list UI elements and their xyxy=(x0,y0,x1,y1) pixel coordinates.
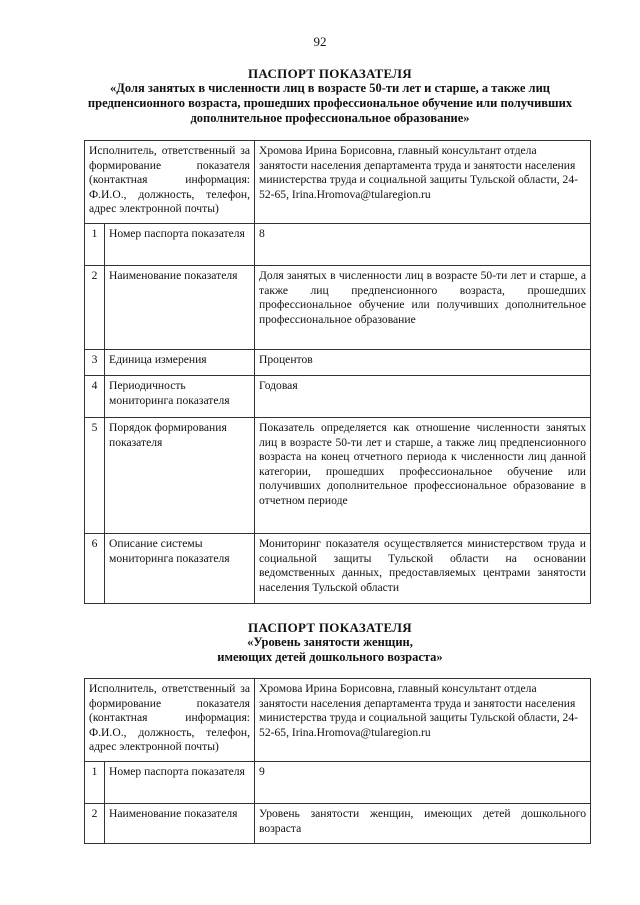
passport2-indicator-name-line2: имеющих детей дошкольного возраста» xyxy=(217,650,443,664)
row-label: Наименование показателя xyxy=(105,265,255,349)
row-value: Процентов xyxy=(255,349,591,375)
row-number: 4 xyxy=(85,375,105,417)
row-value: Уровень занятости женщин, имеющих детей дошкольного возраста xyxy=(255,803,591,843)
table-row xyxy=(85,803,591,843)
passport1-executor-label: Исполнитель, ответственный за формирование показателя (контактная информация: Ф.И.О., должность, телефон, адрес электронной почты) xyxy=(85,141,255,224)
row-number: 1 xyxy=(85,761,105,803)
row-label: Единица измерения xyxy=(105,349,255,375)
row-value: Годовая xyxy=(255,375,591,417)
row-label: Номер паспорта показателя xyxy=(105,761,255,803)
row-number: 3 xyxy=(85,349,105,375)
row-label: Порядок формирования показателя xyxy=(105,417,255,533)
row-label: Описание системы мониторинга показателя xyxy=(105,533,255,603)
row-value: 8 xyxy=(255,223,591,265)
row-value: Мониторинг показателя осуществляется министерством труда и социальной защиты Тульской области на основании ведомственных данных, предоставляемых центрами занятости населения Тульской области xyxy=(255,533,591,603)
table-row xyxy=(85,375,591,417)
table-row xyxy=(85,349,591,375)
row-number: 1 xyxy=(85,223,105,265)
table-row xyxy=(85,223,591,265)
passport1-executor-value: Хромова Ирина Борисовна, главный консультант отдела занятости населения департамента труда и занятости населения министерства труда и социальной защиты Тульской области, 24-52-65, Irina.Hromova@tularegion.ru xyxy=(255,141,591,224)
row-value: Доля занятых в численности лиц в возрасте 50-ти лет и старше, а также лиц предпенсионного возраста, прошедших профессиональное обучение или получивших дополнительное профессиональное образование xyxy=(255,265,591,349)
page-number: 92 xyxy=(313,34,327,49)
row-label: Периодичность мониторинга показателя xyxy=(105,375,255,417)
passport1-indicator-name: «Доля занятых в численности лиц в возрасте 50-ти лет и старше, а также лиц предпенсионного возраста, прошедших профессиональное обучение или получивших дополнительное профессиональное образование» xyxy=(87,81,573,125)
passport2-executor-value: Хромова Ирина Борисовна, главный консультант отдела занятости населения департамента труда и занятости населения министерства труда и социальной защиты Тульской области, 24-52-65, Irina.Hromova@tularegion.ru xyxy=(255,679,591,762)
table-row xyxy=(85,533,591,603)
row-label: Номер паспорта показателя xyxy=(105,223,255,265)
passport2-executor-label: Исполнитель, ответственный за формирование показателя (контактная информация: Ф.И.О., должность, телефон, адрес электронной почты) xyxy=(85,679,255,762)
row-number: 2 xyxy=(85,803,105,843)
passport2-heading: ПАСПОРТ ПОКАЗАТЕЛЯ xyxy=(248,620,412,635)
row-value: Показатель определяется как отношение численности занятых лиц в возрасте 50-ти лет и старше, а также лиц предпенсионного возраста на конец отчетного периода к численности лиц данной категории, прошедших профессиональное обучение или получивших дополнительное профессиональное образование в отчетном периоде xyxy=(255,417,591,533)
passport1-executor-row xyxy=(85,141,591,224)
row-number: 6 xyxy=(85,533,105,603)
row-number: 5 xyxy=(85,417,105,533)
row-value: 9 xyxy=(255,761,591,803)
passport2-title-block xyxy=(60,620,600,665)
table-row xyxy=(85,265,591,349)
passport1-heading: ПАСПОРТ ПОКАЗАТЕЛЯ xyxy=(248,66,412,81)
passport1-table xyxy=(84,140,591,604)
passport2-indicator-name-line1: «Уровень занятости женщин, xyxy=(247,635,413,649)
passport1-title-block xyxy=(60,66,600,126)
passport2-executor-row xyxy=(85,679,591,762)
table-row xyxy=(85,761,591,803)
row-label: Наименование показателя xyxy=(105,803,255,843)
table-row xyxy=(85,417,591,533)
row-number: 2 xyxy=(85,265,105,349)
passport2-table xyxy=(84,678,591,844)
